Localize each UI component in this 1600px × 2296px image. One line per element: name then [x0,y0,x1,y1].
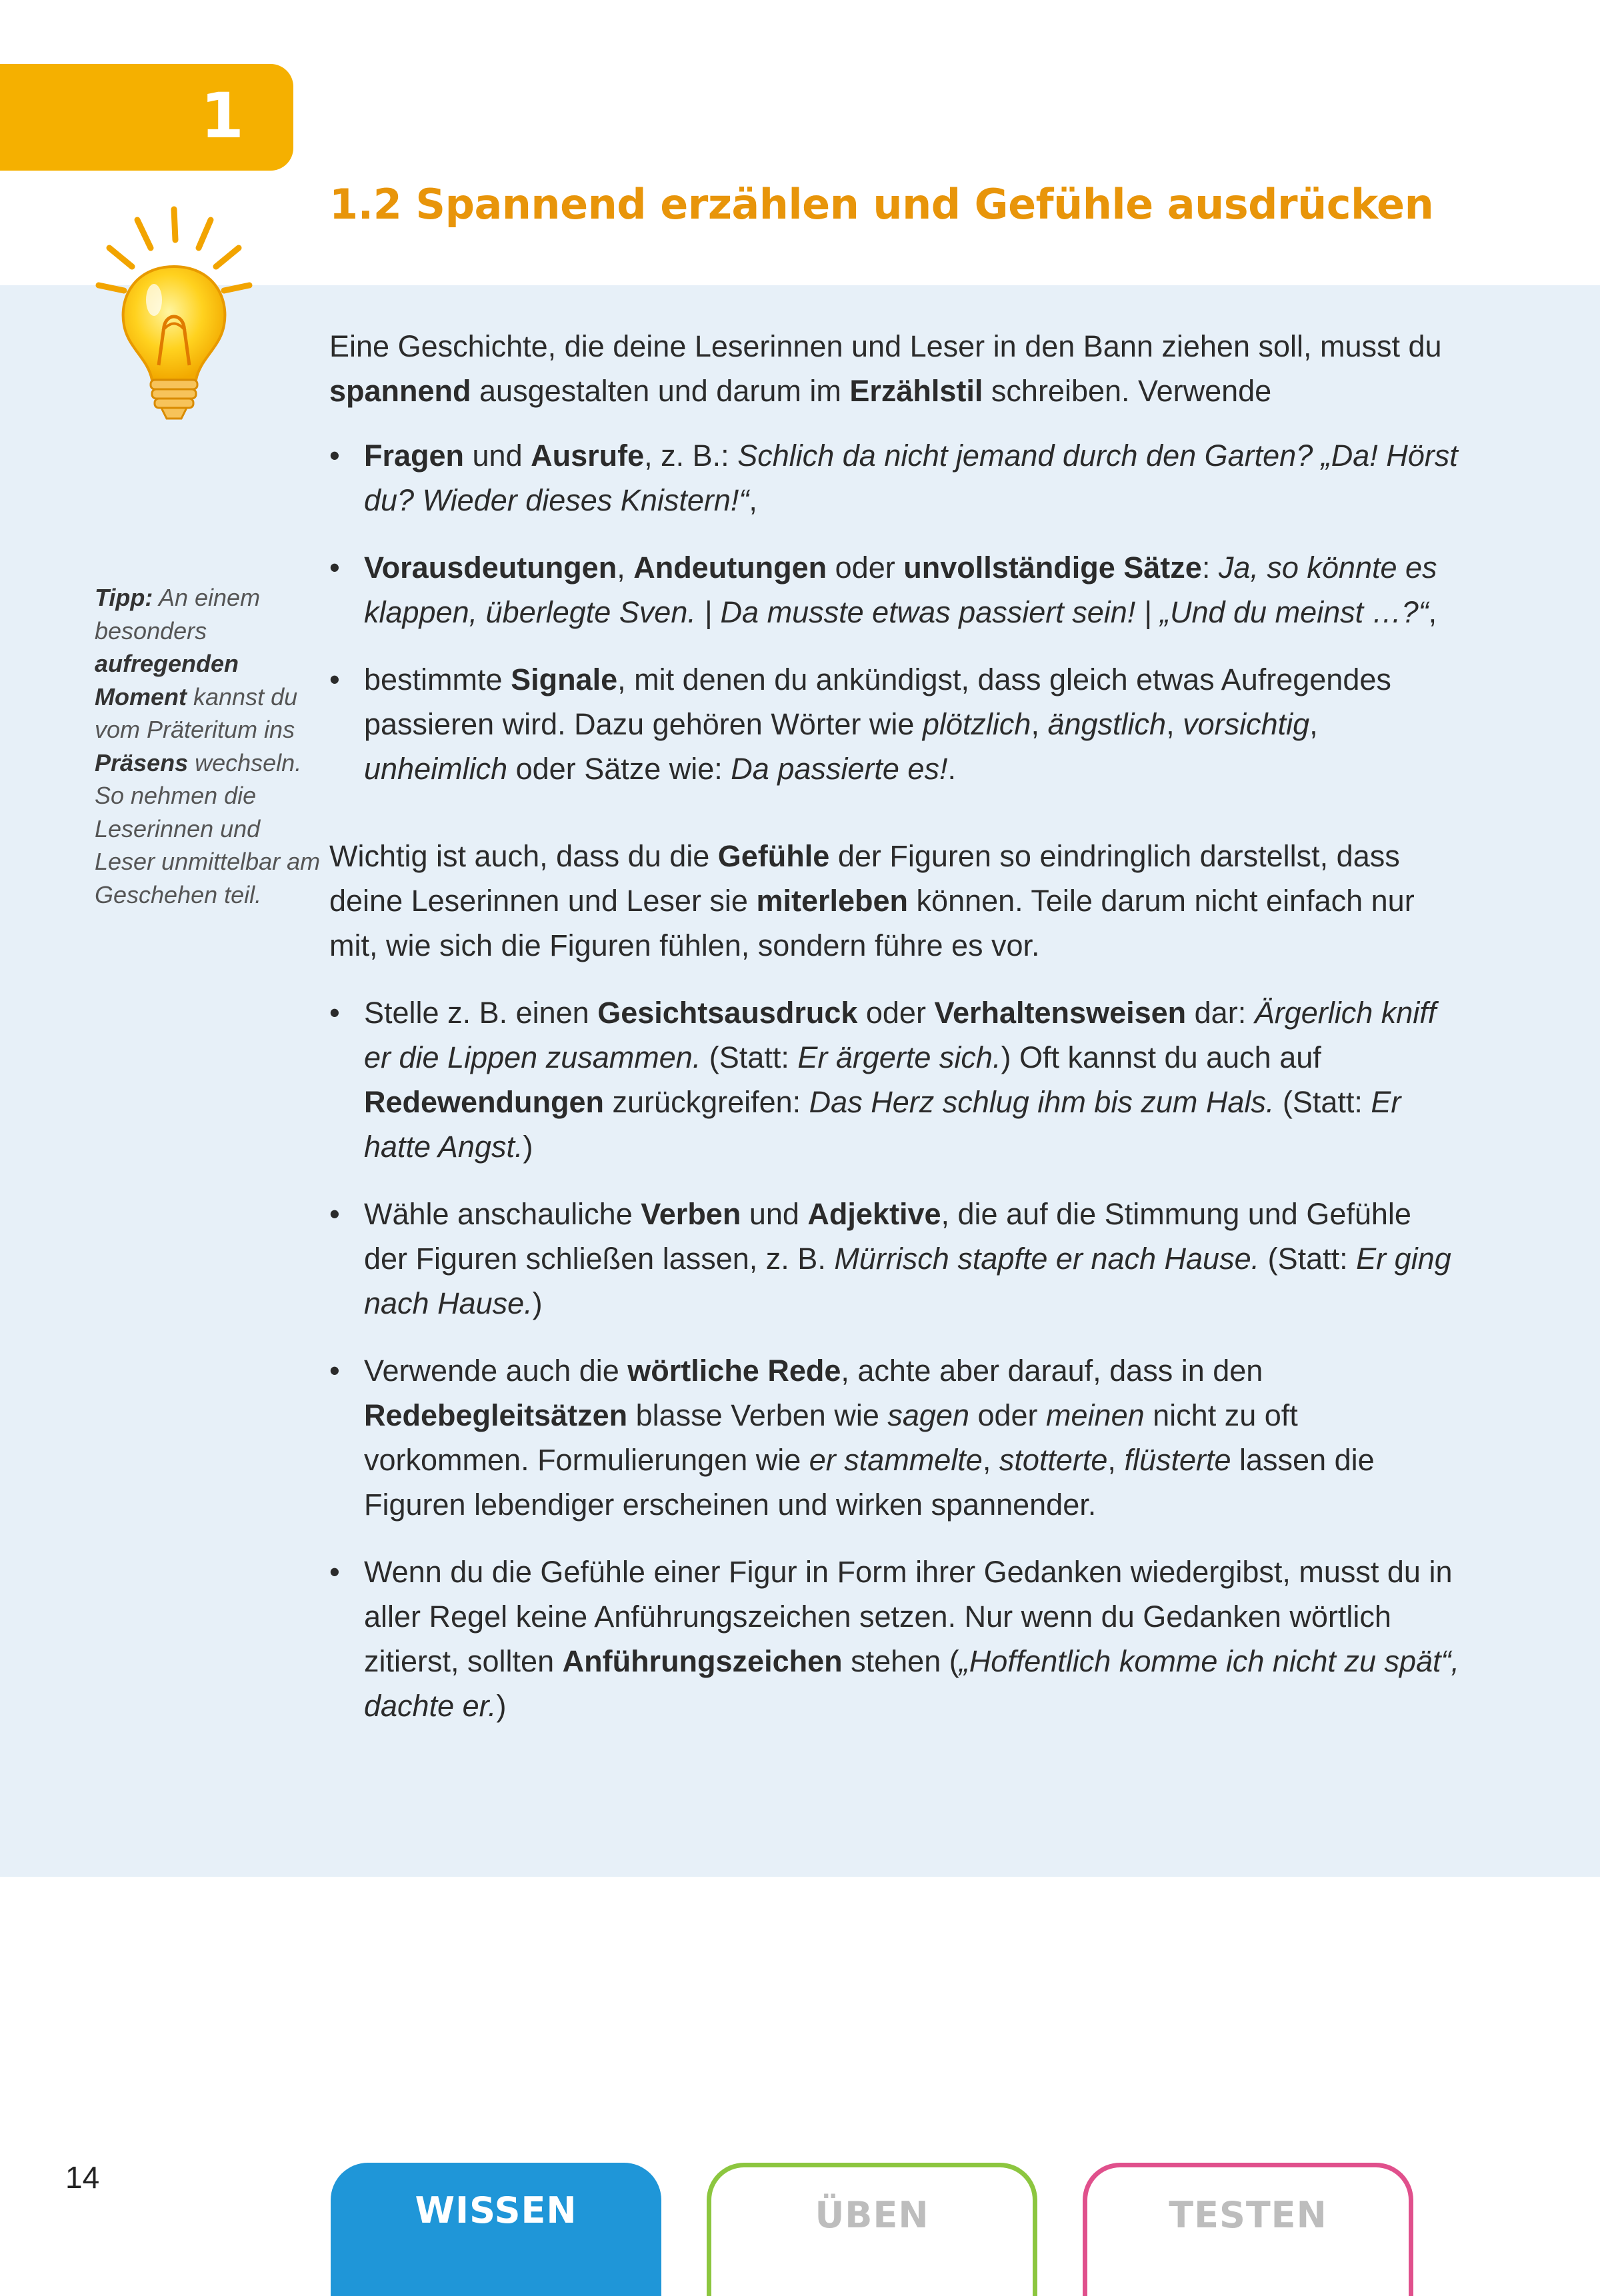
keyword: Fragen [364,439,465,473]
list-item [329,657,1463,791]
text: , die auf die Stimmung und Gefühle der Figuren schließen lassen, z. B. [364,1197,1411,1276]
keyword: Signale [511,662,618,696]
tab-ueben[interactable]: ÜBEN [707,2163,1037,2296]
text: dar: [1186,996,1255,1030]
text: Eine Geschichte, die deine Leserinnen und Leser in den Bann ziehen soll, musst du [329,329,1442,363]
text: , [1166,707,1183,741]
text: schreiben. Verwende [983,374,1272,408]
list-item [329,990,1463,1169]
example: Ärgerlich kniff er die Lippen zusammen. [364,996,1437,1074]
example: meinen [1046,1398,1145,1432]
example: Da passierte es! [731,752,948,786]
text: ausgestalten und darum im [471,374,850,408]
example: plötzlich [922,707,1031,741]
example: Er ging nach Hause. [364,1242,1451,1320]
text: , z. B.: [644,439,738,473]
main-content [329,324,1463,1728]
tip-text: wechseln. So nehmen die Leserinnen und Leser unmittelbar am Geschehen teil. [95,748,321,908]
example: flüsterte [1124,1443,1231,1477]
list-item [329,545,1463,634]
example: Er ärgerte sich. [797,1040,1001,1074]
tip-label: Tipp: [95,584,153,611]
text: ) [523,1130,533,1164]
example: Ja, so könnte es klappen, überlegte Sven. | Da musste etwas passiert sein! | „Und du meinst …?“ [364,551,1437,629]
text: und [464,439,531,473]
text: oder Sätze wie: [507,752,731,786]
example: stotterte [999,1443,1108,1477]
text: , [1428,595,1437,629]
text: (Statt: [1259,1242,1357,1276]
tip-text: An einem besonders [95,584,261,644]
text: , [617,551,634,584]
text: bestimmte [364,662,511,696]
tip-keyword: Präsens [95,748,189,776]
keyword: Vorausdeutungen [364,551,617,584]
text: zurückgreifen: [604,1085,809,1119]
tip-sidebar [95,581,321,911]
keyword: Ausrufe [531,439,645,473]
keyword: Andeutungen [633,551,827,584]
text: Stelle z. B. einen [364,996,598,1030]
text: können. Teile darum nicht einfach nur mit, wie sich die Figuren fühlen, sondern führe es vor. [329,884,1415,962]
example: Das Herz schlug ihm bis zum Hals. [809,1085,1275,1119]
example: „Hoffentlich komme ich nicht zu spät“, dachte er. [364,1644,1460,1723]
feelings-paragraph [329,834,1463,968]
text: , achte aber darauf, dass in den [841,1354,1263,1388]
list-item [329,1550,1463,1728]
example: ängstlich [1047,707,1167,741]
text: Wichtig ist auch, dass du die [329,839,718,873]
section-title: 1.2 Spannend erzählen und Gefühle ausdrücken [329,180,1434,229]
text: , [1107,1443,1125,1477]
example: vorsichtig [1183,707,1310,741]
text: blasse Verben wie [627,1398,888,1432]
list-item [329,433,1463,523]
keyword: Redewendungen [364,1085,605,1119]
tip-text: kannst du vom Präteritum ins [95,682,298,743]
text: oder [827,551,904,584]
example: Er hatte Angst. [364,1085,1401,1164]
example: sagen [887,1398,969,1432]
stylistic-devices-list [329,433,1463,791]
lightbulb-icon [84,200,264,427]
text: , [982,1443,999,1477]
keyword: Gesichtsausdruck [597,996,858,1030]
keyword: Adjektive [807,1197,941,1231]
keyword: wörtliche Rede [627,1354,841,1388]
keyword: Gefühle [717,839,830,873]
intro-paragraph [329,324,1463,413]
text: , [1309,707,1318,741]
text: Wenn du die Gefühle einer Figur in Form ihrer Gedanken wiedergibst, musst du in aller Regel keine Anführungszeichen setzen. Nur wenn du Gedanken wörtlich zitierst, sollten [364,1555,1453,1678]
feelings-list [329,990,1463,1728]
text: lassen die Figuren lebendiger erscheinen und wirken spannender. [364,1443,1375,1522]
text: stehen ( [842,1644,959,1678]
keyword: unvollständige Sätze [903,551,1202,584]
list-item [329,1192,1463,1326]
text: Wähle anschauliche [364,1197,641,1231]
chapter-tab [0,64,293,171]
text: (Statt: [701,1040,798,1074]
text: , [1031,707,1048,741]
example: er stammelte [809,1443,983,1477]
chapter-number: 1 [200,80,244,153]
text: und [741,1197,808,1231]
text: oder [857,996,935,1030]
text: ) [532,1286,543,1320]
text: (Statt: [1274,1085,1371,1119]
keyword: Redebegleitsätzen [364,1398,628,1432]
keyword: miterleben [756,884,909,918]
text: : [1201,551,1219,584]
tip-keyword: aufregenden Moment [95,650,239,710]
text: der Figuren so eindringlich darstellst, dass deine Leserinnen und Leser sie [329,839,1400,918]
page-number: 14 [65,2160,100,2195]
text: , mit denen du ankündigst, dass gleich etwas Aufregendes passieren wird. Dazu gehören Wörter wie [364,662,1391,741]
keyword: Verhaltensweisen [934,996,1187,1030]
text: , [749,483,757,517]
example: unheimlich [364,752,508,786]
text: ) Oft kannst du auch auf [1001,1040,1321,1074]
example: Schlich da nicht jemand durch den Garten? „Da! Hörst du? Wieder dieses Knistern!“ [364,439,1458,517]
example: Mürrisch stapfte er nach Hause. [834,1242,1260,1276]
keyword: Erzählstil [849,374,983,408]
tab-wissen[interactable]: WISSEN [331,2163,661,2296]
keyword: spannend [329,374,471,408]
text: nicht zu oft vorkommen. Formulierungen wie [364,1398,1298,1477]
text: ) [496,1689,507,1723]
text: Verwende auch die [364,1354,628,1388]
list-item [329,1348,1463,1527]
tab-testen[interactable]: TESTEN [1083,2163,1413,2296]
keyword: Verben [641,1197,741,1231]
text: oder [969,1398,1047,1432]
text: . [947,752,956,786]
keyword: Anführungszeichen [562,1644,843,1678]
